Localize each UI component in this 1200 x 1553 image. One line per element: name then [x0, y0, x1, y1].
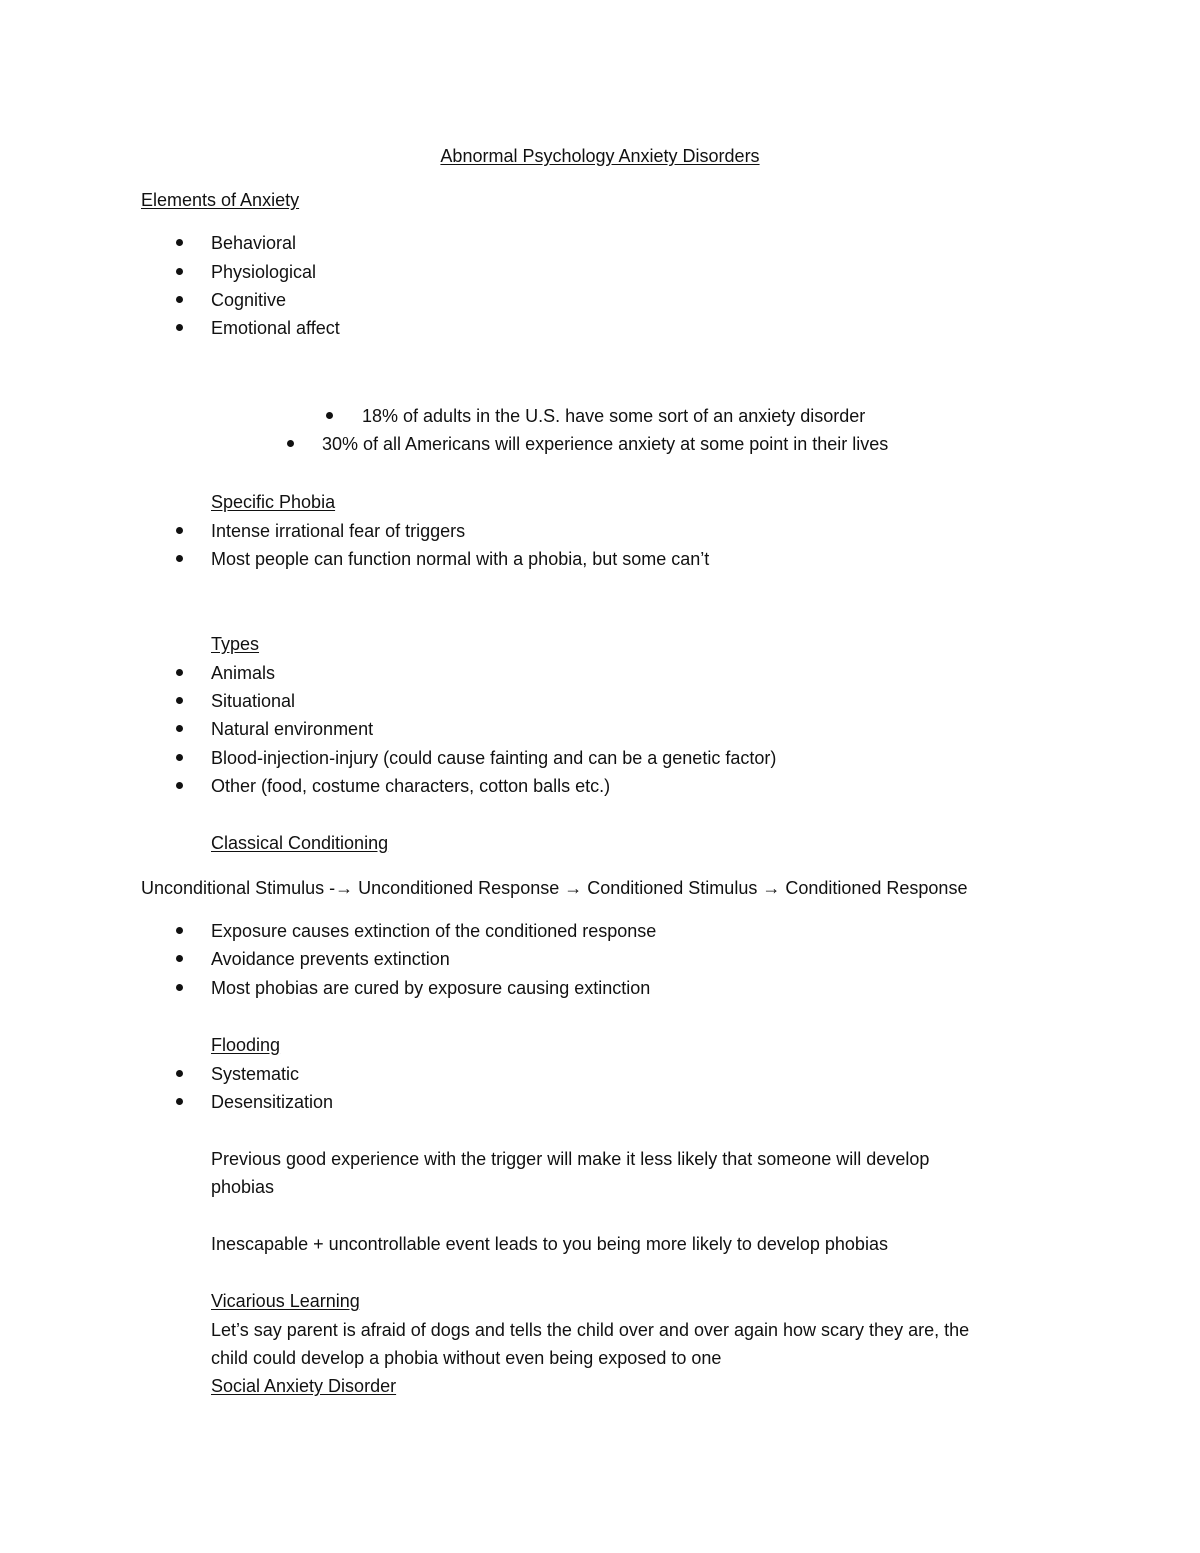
- specific-phobia-heading: Specific Phobia: [211, 492, 336, 512]
- list-item: Most people can function normal with a phobia, but some can’t: [211, 549, 710, 569]
- bullet-icon: [176, 725, 183, 732]
- bullet-icon: [176, 754, 183, 761]
- paragraph-inescapable: Inescapable + uncontrollable event leads to you being more likely to develop phobias: [211, 1234, 888, 1254]
- paragraph-vicarious: Let’s say parent is afraid of dogs and tells the child over and over again how scary they are, the: [211, 1320, 970, 1340]
- bullet-icon: [176, 669, 183, 676]
- bullet-icon: [176, 1098, 183, 1105]
- list-item: Behavioral: [211, 233, 297, 253]
- flooding-heading: Flooding: [211, 1035, 281, 1055]
- list-item: Systematic: [211, 1064, 300, 1084]
- list-item: Desensitization: [211, 1092, 334, 1112]
- list-item: Intense irrational fear of triggers: [211, 521, 466, 541]
- bullet-icon: [176, 782, 183, 789]
- bullet-icon: [176, 555, 183, 562]
- conditioning-chain: Unconditional Stimulus -→ Unconditioned Response → Conditioned Stimulus → Conditioned Response: [141, 878, 968, 898]
- elements-heading: Elements of Anxiety: [141, 190, 300, 210]
- list-item: Natural environment: [211, 719, 374, 739]
- stat-item: 18% of adults in the U.S. have some sort of an anxiety disorder: [362, 406, 866, 426]
- list-item: Situational: [211, 691, 296, 711]
- document-title: Abnormal Psychology Anxiety Disorders: [440, 146, 760, 166]
- paragraph-vicarious-cont: child could develop a phobia without even being exposed to one: [211, 1348, 722, 1368]
- bullet-icon: [176, 324, 183, 331]
- bullet-icon: [287, 440, 294, 447]
- bullet-icon: [176, 984, 183, 991]
- list-item: Other (food, costume characters, cotton balls etc.): [211, 776, 611, 796]
- list-item: Most phobias are cured by exposure causing extinction: [211, 978, 651, 998]
- bullet-icon: [176, 927, 183, 934]
- stat-item: 30% of all Americans will experience anxiety at some point in their lives: [322, 434, 889, 454]
- list-item: Physiological: [211, 262, 317, 282]
- list-item: Blood-injection-injury (could cause fainting and can be a genetic factor): [211, 748, 777, 768]
- social-anxiety-heading: Social Anxiety Disorder: [211, 1376, 397, 1396]
- list-item: Exposure causes extinction of the conditioned response: [211, 921, 657, 941]
- paragraph-previous-experience: Previous good experience with the trigger will make it less likely that someone will develop: [211, 1149, 930, 1169]
- bullet-icon: [176, 1070, 183, 1077]
- paragraph-previous-experience-cont: phobias: [211, 1177, 275, 1197]
- bullet-icon: [176, 239, 183, 246]
- bullet-icon: [176, 697, 183, 704]
- list-item: Emotional affect: [211, 318, 340, 338]
- classical-conditioning-heading: Classical Conditioning: [211, 833, 389, 853]
- bullet-icon: [326, 412, 333, 419]
- list-item: Animals: [211, 663, 276, 683]
- bullet-icon: [176, 268, 183, 275]
- vicarious-learning-heading: Vicarious Learning: [211, 1291, 360, 1311]
- list-item: Avoidance prevents extinction: [211, 949, 450, 969]
- list-item: Cognitive: [211, 290, 287, 310]
- bullet-icon: [176, 527, 183, 534]
- bullet-icon: [176, 955, 183, 962]
- bullet-icon: [176, 296, 183, 303]
- types-heading: Types: [211, 634, 260, 654]
